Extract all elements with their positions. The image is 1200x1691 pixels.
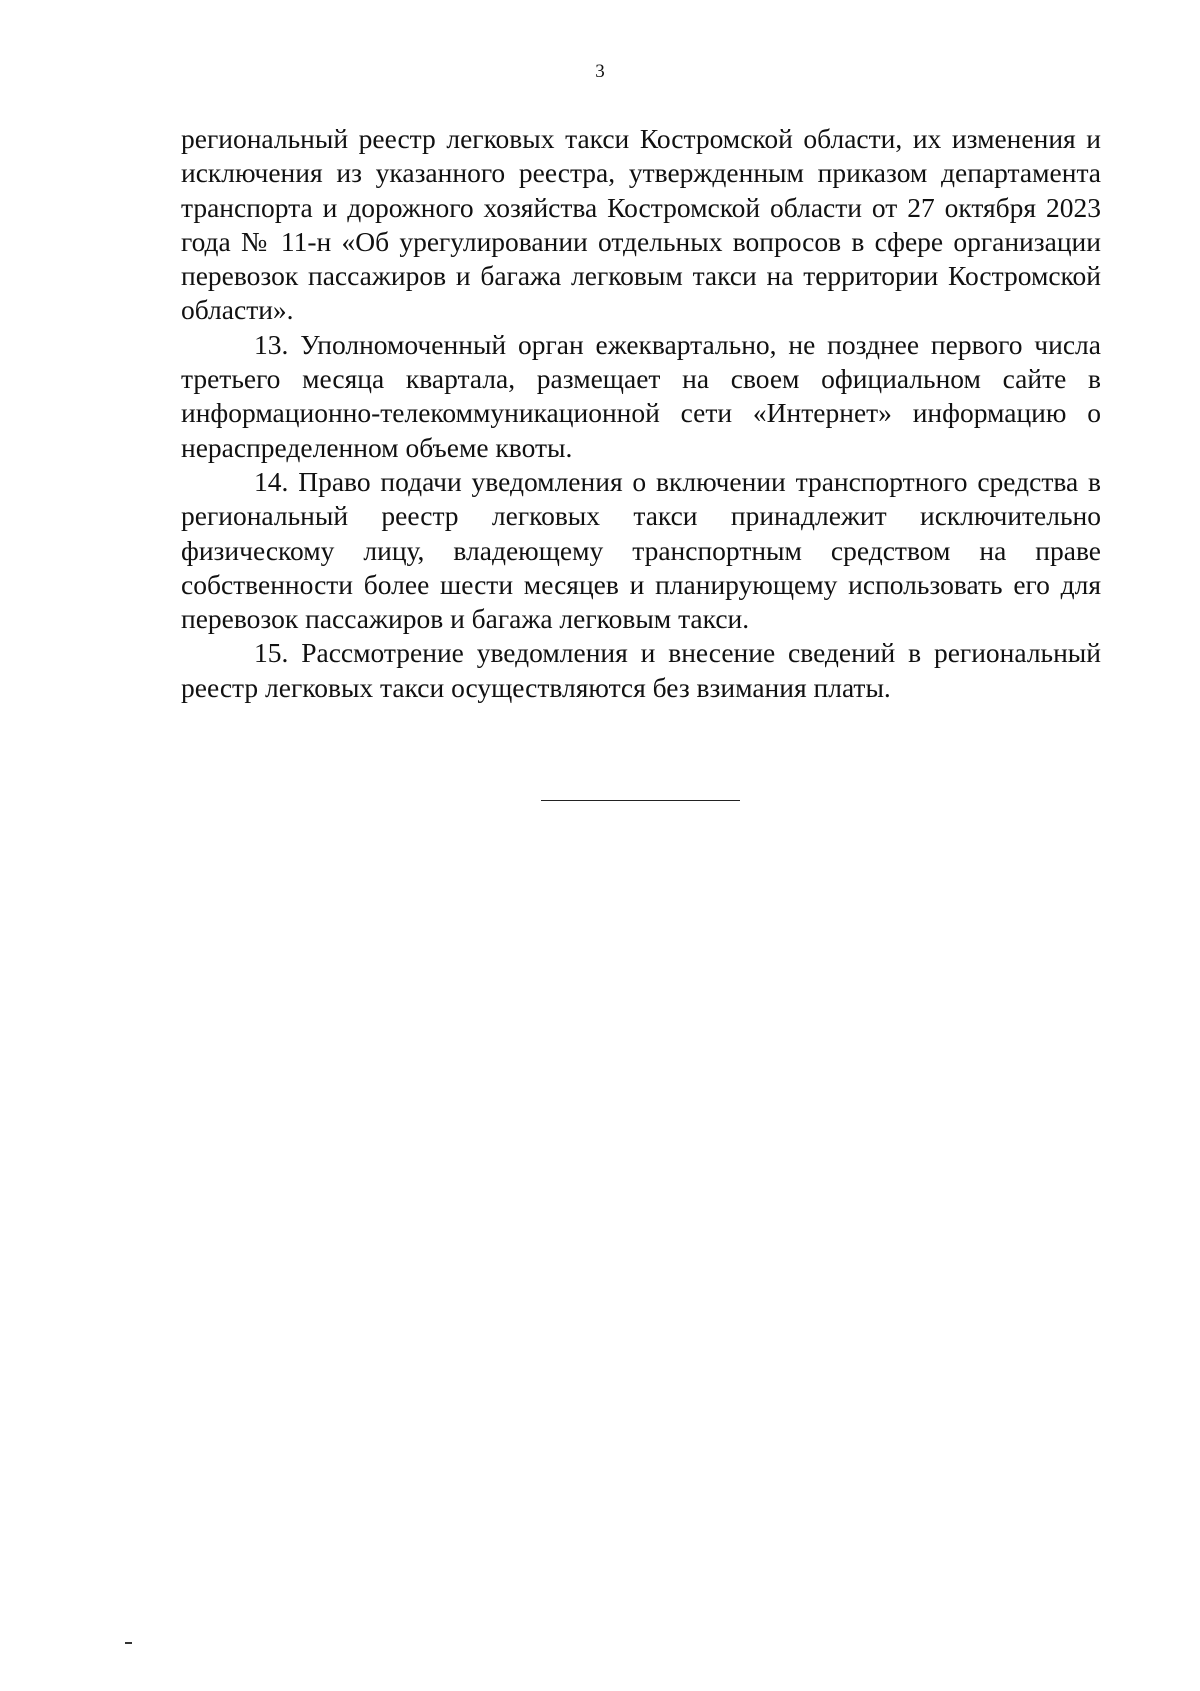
paragraph-continuation: региональный реестр легковых такси Костромской области, их изменения и исключения из указанного реестра, утвержденным приказом департамента транспорта и дорожного хозяйства Костромской области от 27 октября 2023 года № 11-н «Об урегулировании отдельных вопросов в сфере организации перевозок пассажиров и багажа легковым такси на территории Костромской области». [181,123,1101,326]
paragraph-item-14: 14. Право подачи уведомления о включении транспортного средства в региональный реестр легковых такси принадлежит исключительно физическому лицу, владеющему транспортным средством на праве собственности более шести месяцев и планирующему использовать его для перевозок пассажиров и багажа легковым такси. [181,465,1101,635]
document-body [181,122,1101,705]
page-number: 3 [595,61,605,82]
paragraph-item-15: 15. Рассмотрение уведомления и внесение сведений в региональный реестр легковых такси осуществляются без взимания платы. [181,637,1101,703]
paragraph-item-13: 13. Уполномоченный орган ежеквартально, не позднее первого числа третьего месяца квартала, размещает на своем официальном сайте в информационно-телекоммуникационной сети «Интернет» информацию о нераспределенном объеме квоты. [181,328,1101,463]
end-of-text-rule [541,800,740,801]
scan-mark [125,1642,132,1644]
